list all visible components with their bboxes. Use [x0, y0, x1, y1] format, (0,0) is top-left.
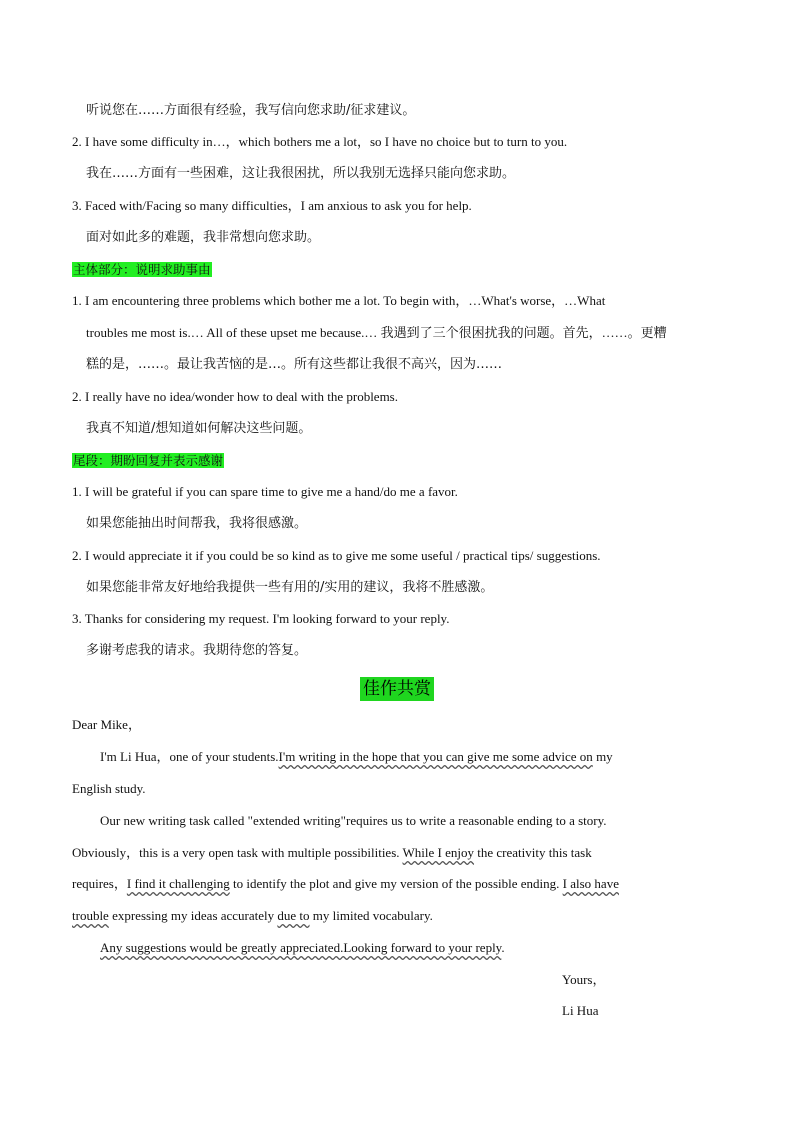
letter-p1-line2: English study.: [72, 781, 146, 796]
intro-en-3: 3. Faced with/Facing so many difficulties，I am anxious to ask you for help.: [72, 198, 472, 213]
body-en-1a: 1. I am encountering three problems which bother me a lot. To begin with，…What's worse，…What: [72, 293, 606, 308]
letter-p1-text: I'm Li Hua，one of your students.: [100, 749, 279, 764]
letter-p3-period: .: [501, 940, 505, 955]
letter-p2-line4: [72, 907, 433, 925]
letter-p2-text-b: the creativity this task: [474, 845, 592, 860]
letter-p2-underlined-a: While I enjoy: [402, 845, 475, 860]
ending-cn-1: 如果您能抽出时间帮我，我将很感激。: [86, 516, 308, 531]
letter-p1-line1: [100, 748, 613, 766]
letter-p1-underlined: I'm writing in the hope that you can give me some advice on: [278, 749, 593, 764]
letter-p2-line3: [72, 875, 619, 893]
body-en-2: 2. I really have no idea/wonder how to deal with the problems.: [72, 389, 398, 404]
letter-p2-text-f: my limited vocabulary.: [309, 908, 433, 923]
ending-en-2: 2. I would appreciate it if you could be so kind as to give me some useful / practical tips/ suggestions.: [72, 548, 601, 563]
intro-cn-3: 面对如此多的难题，我非常想向您求助。: [86, 230, 321, 245]
ending-cn-3: 多谢考虑我的请求。我期待您的答复。: [86, 643, 308, 658]
letter-p2-text-e: expressing my ideas accurately: [108, 908, 278, 923]
body-heading-highlight: 主体部分：说明求助事由: [73, 262, 211, 277]
letter-p2-text-d: to identify the plot and give my version of the possible ending.: [229, 876, 563, 891]
letter-p1-tail: my: [592, 749, 613, 764]
letter-signature: Li Hua: [562, 1003, 599, 1018]
intro-en-2: 2. I have some difficulty in…，which bothers me a lot，so I have no choice but to turn to you.: [72, 134, 568, 149]
letter-p2-line2: [72, 844, 592, 862]
letter-p2-underlined-b: I find it challenging: [126, 876, 230, 891]
letter-closing: Yours，: [562, 972, 606, 987]
letter-p2-underlined-e: due to: [277, 908, 310, 923]
intro-cn-2: 我在……方面有一些困难，这让我很困扰，所以我别无选择只能向您求助。: [86, 166, 516, 181]
letter-p3: [100, 939, 505, 957]
letter-greeting: Dear Mike，: [72, 717, 141, 732]
body-section-heading: [72, 261, 212, 279]
ending-cn-2: 如果您能非常友好地给我提供一些有用的/实用的建议，我将不胜感激。: [86, 580, 494, 595]
letter-p2-line1: Our new writing task called "extended writing"requires us to write a reasonable ending to a story.: [100, 813, 607, 828]
ending-en-1: 1. I will be grateful if you can spare time to give me a hand/do me a favor.: [72, 484, 458, 499]
intro-cn-1: 听说您在……方面很有经验，我写信向您求助/征求建议。: [86, 103, 416, 118]
ending-section-heading: [72, 452, 224, 470]
letter-p2-underlined-d: trouble: [72, 908, 109, 923]
sample-title: 佳作共赏: [360, 677, 434, 701]
ending-heading-highlight: 尾段：期盼回复并表示感谢: [73, 453, 224, 468]
body-cn-1: 糕的是，……。最让我苦恼的是…。所有这些都让我很不高兴，因为……: [86, 357, 503, 372]
letter-p3-underlined: Any suggestions would be greatly appreciated.Looking forward to your reply: [100, 940, 502, 955]
letter-p2-underlined-c: I also have: [562, 876, 619, 891]
body-en-1b: troubles me most is.… All of these upset me because.… 我遇到了三个很困扰我的问题。首先，……。更糟: [86, 325, 667, 340]
letter-p2-text-a: Obviously，this is a very open task with multiple possibilities.: [72, 845, 403, 860]
body-cn-2: 我真不知道/想知道如何解决这些问题。: [86, 421, 312, 436]
ending-en-3: 3. Thanks for considering my request. I'm looking forward to your reply.: [72, 611, 450, 626]
letter-p2-text-c: requires，: [72, 876, 127, 891]
